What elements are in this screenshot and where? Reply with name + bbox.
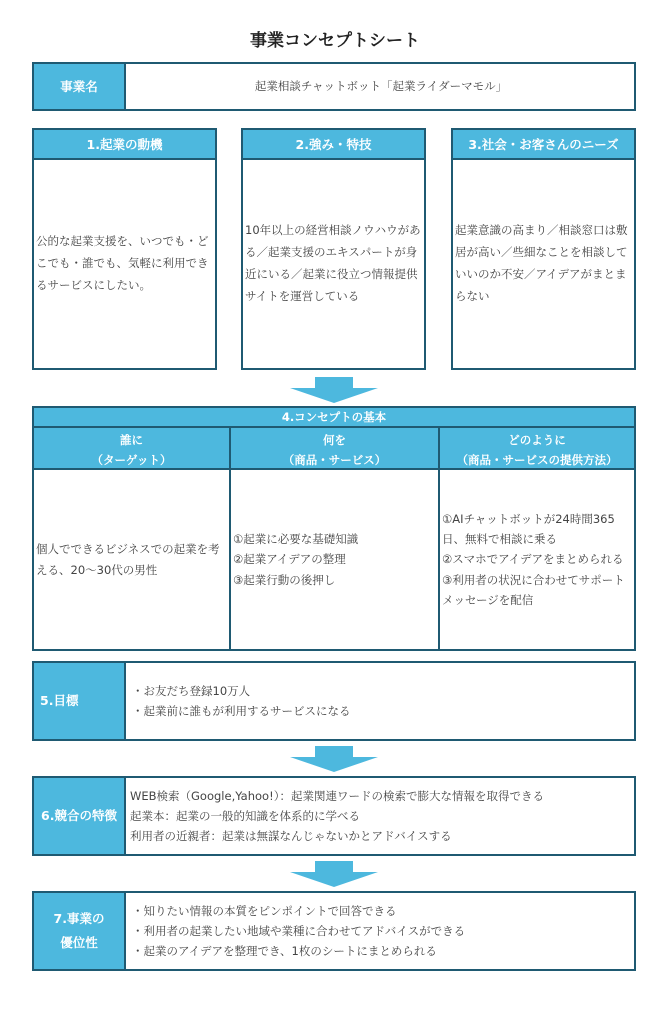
- goal-item: ・お友だち登録10万人: [132, 683, 251, 698]
- needs-box: [451, 128, 636, 370]
- needs-header: 3.社会・お客さんのニーズ: [453, 130, 634, 160]
- strengths-text: 10年以上の経営相談ノウハウがある／起業支援のエキスパートが身近にいる／起業に役立つ情報提供サイトを運営している: [245, 223, 421, 303]
- how-item: ②スマホでアイデアをまとめられる: [442, 552, 624, 567]
- motivation-box: [32, 128, 217, 370]
- concept-how-cell: [440, 470, 634, 649]
- strengths-header: 2.強み・特技: [243, 130, 424, 160]
- goal-box: [32, 661, 636, 741]
- competition-item: 利用者の近親者：起業は無謀なんじゃないかとアドバイスする: [130, 829, 452, 844]
- business-name-value: 起業相談チャットボット「起業ライダーマモル」: [254, 79, 508, 94]
- what-item: ②起業アイデアの整理: [233, 552, 346, 567]
- concept-what-cell: [231, 470, 438, 649]
- business-name-box: [32, 62, 636, 111]
- needs-text: 起業意識の高まり／相談窓口は敷居が高い／些細なことを相談していいのか不安／アイデアがまとまらない: [455, 223, 628, 303]
- how-item: ①AIチャットボットが24時間365日、無料で相談に乗る: [442, 512, 615, 547]
- who-text: 個人でできるビジネスでの起業を考える、20～30代の男性: [36, 542, 220, 577]
- concept-col-who-header: [34, 428, 229, 470]
- advantage-label-line2: 優位性: [60, 935, 98, 950]
- advantage-box: [32, 891, 636, 971]
- concept-col-what-header: [231, 428, 438, 470]
- competition-item: 起業本：起業の一般的知識を体系的に学べる: [130, 808, 360, 823]
- what-item: ①起業に必要な基礎知識: [233, 532, 359, 547]
- what-title: 何を: [323, 433, 346, 447]
- how-title: どのように: [508, 433, 566, 447]
- business-name-label: 事業名: [34, 64, 126, 109]
- down-arrow-icon: [290, 861, 378, 887]
- concept-who-cell: [34, 470, 229, 649]
- how-item: ③利用者の状況に合わせてサポートメッセージを配信: [442, 572, 625, 607]
- down-arrow-icon: [290, 746, 378, 772]
- who-subtitle: （ターゲット）: [91, 453, 172, 468]
- competition-label: 6.競合の特徴: [34, 778, 126, 854]
- concept-basics-table: [32, 406, 636, 651]
- how-subtitle: （商品・サービスの提供方法）: [456, 453, 618, 468]
- concept-col-how-header: [440, 428, 634, 470]
- goal-label: 5.目標: [34, 663, 126, 739]
- competition-item: WEB検索（Google,Yahoo!）：起業関連ワードの検索で膨大な情報を取得できる: [130, 788, 544, 803]
- goal-item: ・起業前に誰もが利用するサービスになる: [132, 704, 351, 718]
- advantage-item: ・知りたい情報の本質をピンポイントで回答できる: [132, 903, 397, 918]
- advantage-label: [34, 893, 126, 969]
- page-title: 事業コンセプトシート: [250, 31, 420, 51]
- down-arrow-icon: [290, 377, 378, 403]
- concept-header: 4.コンセプトの基本: [34, 408, 634, 428]
- advantage-label-line1: 7.事業の: [53, 911, 105, 927]
- advantage-item: ・利用者の起業したい地域や業種に合わせてアドバイスができる: [132, 923, 466, 938]
- motivation-text: 公的な起業支援を、いつでも・どこでも・誰でも、気軽に利用できるサービスにしたい。: [36, 234, 209, 292]
- what-item: ③起業行動の後押し: [233, 572, 336, 587]
- motivation-header: 1.起業の動機: [34, 130, 215, 160]
- advantage-item: ・起業のアイデアを整理でき、1枚のシートにまとめられる: [132, 944, 437, 959]
- who-title: 誰に: [120, 433, 143, 447]
- strengths-box: [241, 128, 426, 370]
- competition-box: [32, 776, 636, 856]
- what-subtitle: （商品・サービス）: [282, 453, 387, 468]
